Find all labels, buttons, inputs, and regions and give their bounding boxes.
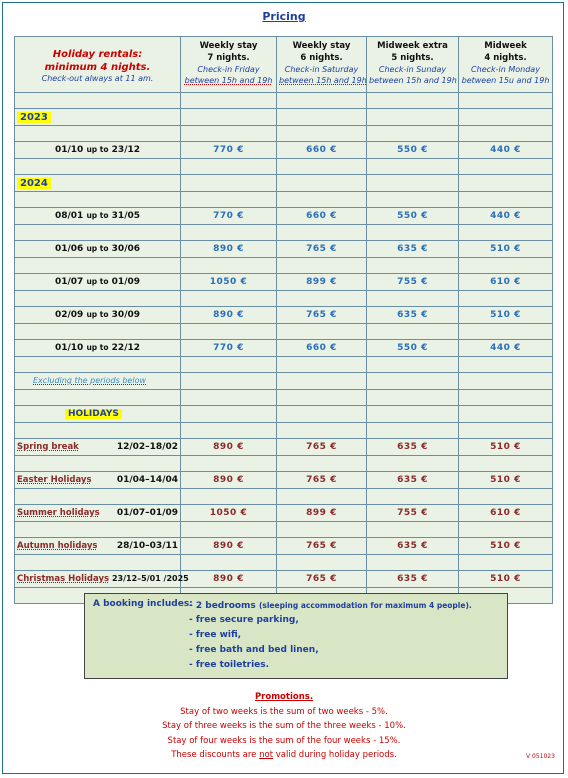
price-cell: 770 €: [181, 340, 277, 357]
rentals-line1: Holiday rentals:: [52, 49, 143, 60]
header-row: [15, 37, 553, 93]
spacer-row: [15, 126, 553, 142]
price-cell: 635 €: [367, 472, 459, 489]
period-row: [15, 241, 553, 258]
pricing-table: [14, 36, 553, 604]
price-cell: 765 €: [277, 439, 367, 456]
price-cell: 510 €: [459, 538, 553, 555]
spacer-row: [15, 258, 553, 274]
price-cell: 660 €: [277, 208, 367, 225]
price-cell: 890 €: [181, 439, 277, 456]
period-row: [15, 274, 553, 291]
rentals-cell: [15, 37, 181, 93]
price-cell: 510 €: [459, 439, 553, 456]
price-cell: 510 €: [459, 307, 553, 324]
holiday-row: [15, 505, 553, 522]
price-cell: 770 €: [181, 208, 277, 225]
spacer-row: [15, 357, 553, 373]
checkout-note: Check-out always at 11 am.: [41, 74, 154, 83]
price-cell: 765 €: [277, 241, 367, 258]
spacer-row: [15, 489, 553, 505]
version-code: V 051023: [526, 753, 555, 760]
holiday-row: [15, 538, 553, 555]
booking-item: - free bath and bed linen,: [189, 645, 319, 655]
price-cell: 635 €: [367, 538, 459, 555]
promotion-line: Stay of four weeks is the sum of the four weeks - 15%.: [167, 735, 401, 746]
promotion-line: Stay of two weeks is the sum of two weeks - 5%.: [180, 706, 388, 717]
period-row: [15, 307, 553, 324]
excluding-note: Excluding the periods below: [33, 376, 146, 385]
holiday-period: Easter Holidays 01/04–14/04: [15, 472, 181, 489]
year-row: [15, 109, 553, 126]
booking-item: - 2 bedrooms (sleeping accommodation for maximum 4 people).: [189, 601, 472, 611]
price-cell: 1050 €: [181, 274, 277, 291]
col-header-1: Weekly stay 7 nights. Check-in Friday between 15h and 19h: [181, 37, 277, 93]
year-row: [15, 175, 553, 192]
price-cell: 890 €: [181, 472, 277, 489]
promotions-section: [0, 690, 568, 763]
booking-item: - free secure parking,: [189, 615, 299, 625]
spacer-row: [15, 93, 553, 109]
booking-items: [189, 599, 472, 674]
holiday-period: Autumn holidays 28/10–03/11: [15, 538, 181, 555]
price-cell: 550 €: [367, 142, 459, 159]
spacer-row: [15, 423, 553, 439]
price-cell: 510 €: [459, 472, 553, 489]
holiday-period: Christmas Holidays 23/12–5/01 /2025: [15, 571, 181, 588]
rentals-line2: minimum 4 nights.: [44, 62, 151, 73]
price-cell: 440 €: [459, 208, 553, 225]
price-cell: 755 €: [367, 274, 459, 291]
price-cell: 440 €: [459, 340, 553, 357]
period-dates: 01/10 up to 23/12: [15, 142, 181, 159]
holidays-label: HOLIDAYS: [65, 409, 122, 419]
year-label: 2023: [17, 112, 51, 123]
spacer-row: [15, 522, 553, 538]
price-cell: 765 €: [277, 472, 367, 489]
price-cell: 510 €: [459, 571, 553, 588]
spacer-row: [15, 291, 553, 307]
spacer-row: [15, 324, 553, 340]
price-cell: 765 €: [277, 571, 367, 588]
col-header-3: Midweek extra 5 nights. Check-in Sunday between 15h and 19h: [367, 37, 459, 93]
period-dates: 08/01 up to 31/05: [15, 208, 181, 225]
booking-item: - free toiletries.: [189, 660, 270, 670]
booking-includes-box: [84, 593, 508, 679]
price-cell: 635 €: [367, 241, 459, 258]
spacer-row: [15, 159, 553, 175]
price-cell: 660 €: [277, 340, 367, 357]
price-cell: 550 €: [367, 340, 459, 357]
price-cell: 765 €: [277, 307, 367, 324]
price-cell: 610 €: [459, 505, 553, 522]
price-cell: 765 €: [277, 538, 367, 555]
spacer-row: [15, 390, 553, 406]
period-dates: 01/06 up to 30/06: [15, 241, 181, 258]
period-dates: 01/10 up to 22/12: [15, 340, 181, 357]
price-cell: 635 €: [367, 439, 459, 456]
price-cell: 440 €: [459, 142, 553, 159]
holiday-row: [15, 472, 553, 489]
price-cell: 610 €: [459, 274, 553, 291]
price-cell: 635 €: [367, 571, 459, 588]
price-cell: 890 €: [181, 307, 277, 324]
price-cell: 899 €: [277, 505, 367, 522]
page-title: Pricing: [262, 10, 306, 23]
excluding-row: [15, 373, 553, 390]
price-cell: 890 €: [181, 241, 277, 258]
price-cell: 635 €: [367, 307, 459, 324]
price-cell: 1050 €: [181, 505, 277, 522]
booking-label: A booking includes:: [93, 599, 193, 609]
price-cell: 550 €: [367, 208, 459, 225]
col-header-4: Midweek 4 nights. Check-in Monday between 15u and 19h: [459, 37, 553, 93]
period-row: [15, 340, 553, 357]
holiday-period: Summer holidays 01/07–01/09: [15, 505, 181, 522]
period-row: [15, 142, 553, 159]
spacer-row: [15, 555, 553, 571]
price-cell: 899 €: [277, 274, 367, 291]
spacer-row: [15, 225, 553, 241]
period-dates: 02/09 up to 30/09: [15, 307, 181, 324]
promotion-exclusion-line: These discounts are not valid during holiday periods.: [171, 750, 397, 760]
holidays-header-row: [15, 406, 553, 423]
promotion-line: Stay of three weeks is the sum of the three weeks - 10%.: [162, 721, 406, 731]
price-cell: 890 €: [181, 571, 277, 588]
price-cell: 890 €: [181, 538, 277, 555]
period-row: [15, 208, 553, 225]
holiday-row: [15, 439, 553, 456]
holiday-row: [15, 571, 553, 588]
spacer-row: [15, 192, 553, 208]
col-header-2: Weekly stay 6 nights. Check-in Saturday between 15h and 19h: [277, 37, 367, 93]
price-cell: 755 €: [367, 505, 459, 522]
year-label: 2024: [17, 178, 51, 189]
price-cell: 510 €: [459, 241, 553, 258]
booking-item: - free wifi,: [189, 630, 242, 640]
promotions-title: Promotions.: [254, 692, 314, 702]
price-cell: 660 €: [277, 142, 367, 159]
holiday-period: Spring break 12/02–18/02: [15, 439, 181, 456]
price-cell: 770 €: [181, 142, 277, 159]
period-dates: 01/07 up to 01/09: [15, 274, 181, 291]
spacer-row: [15, 456, 553, 472]
